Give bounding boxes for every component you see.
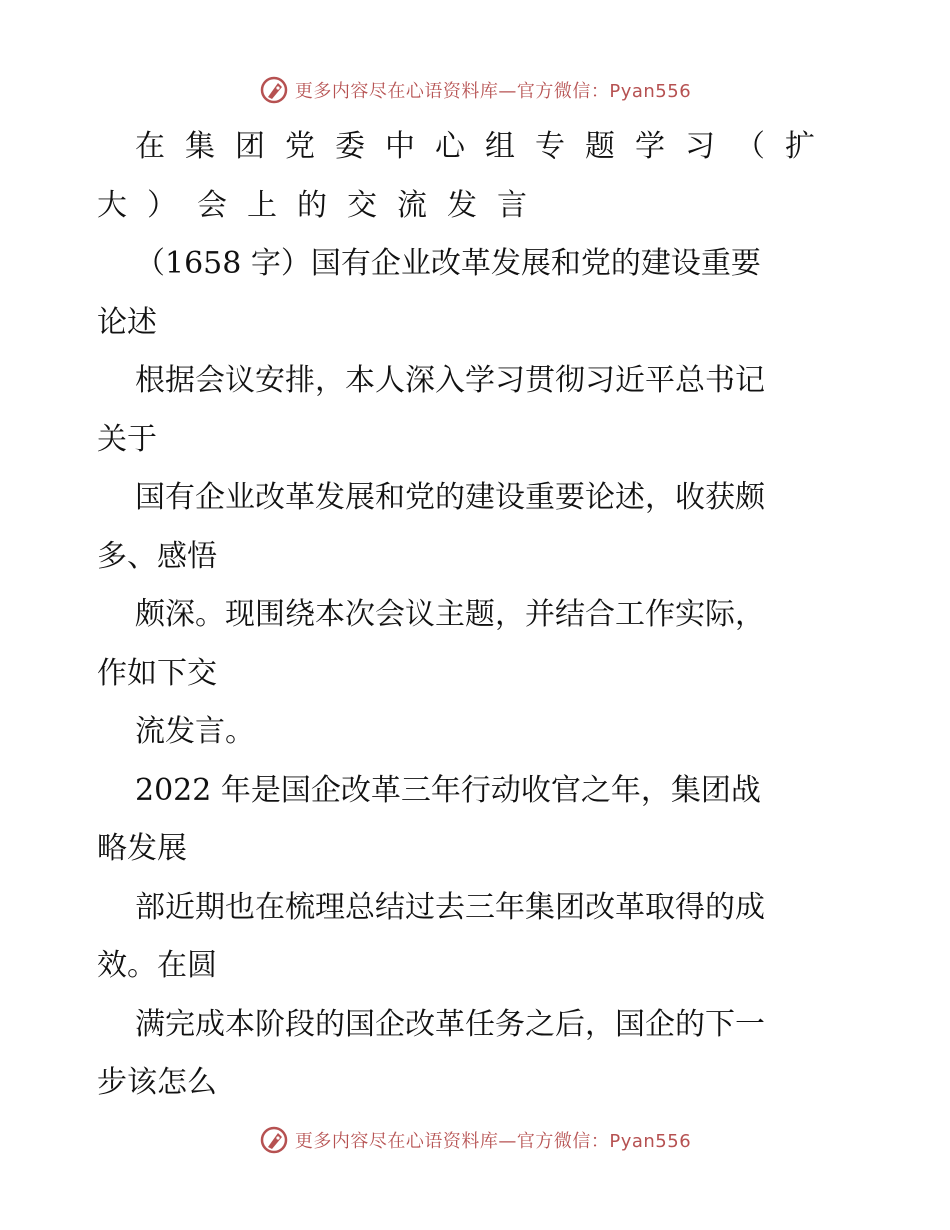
body-line-4: 关于 [97, 421, 157, 457]
body-line-5: 国有企业改革发展和党的建设重要论述，收获颇 [135, 480, 765, 515]
body-line-2: 论述 [97, 304, 157, 340]
body-line-15: 步该怎么 [97, 1065, 217, 1100]
footer-banner [0, 1120, 950, 1160]
body-line-3: 根据会议安排，本人深入学习贯彻习近平总书记 [135, 363, 765, 398]
body-line-13: 效。在圆 [97, 948, 217, 983]
body-line-10: 2022 年是国企改革三年行动收官之年，集团战 [135, 772, 761, 808]
body-line-12: 部近期也在梳理总结过去三年集团改革取得的成 [135, 889, 765, 925]
document-body [97, 118, 857, 1113]
body-line-1: （1658 字）国有企业改革发展和党的建设重要 [135, 246, 761, 281]
fountain-pen-logo-icon [259, 1125, 289, 1155]
document-title-line-1: 在集团党委中心组专题学习（扩 [135, 129, 835, 164]
body-line-7: 颇深。现围绕本次会议主题，并结合工作实际， [135, 597, 765, 632]
document-title-line-2: 大）会上的交流发言 [97, 187, 547, 223]
body-line-14: 满完成本阶段的国企改革任务之后，国企的下一 [135, 1006, 765, 1042]
body-line-11: 略发展 [97, 831, 187, 866]
footer-banner-text: 更多内容尽在心语资料库—官方微信：Pyan556 [294, 1131, 692, 1152]
body-line-8: 作如下交 [97, 655, 217, 691]
fountain-pen-logo-icon [259, 75, 289, 105]
header-banner-text: 更多内容尽在心语资料库—官方微信：Pyan556 [294, 81, 692, 102]
header-banner [0, 70, 950, 110]
body-line-6: 多、感悟 [97, 538, 217, 574]
body-line-9: 流发言。 [135, 714, 255, 749]
